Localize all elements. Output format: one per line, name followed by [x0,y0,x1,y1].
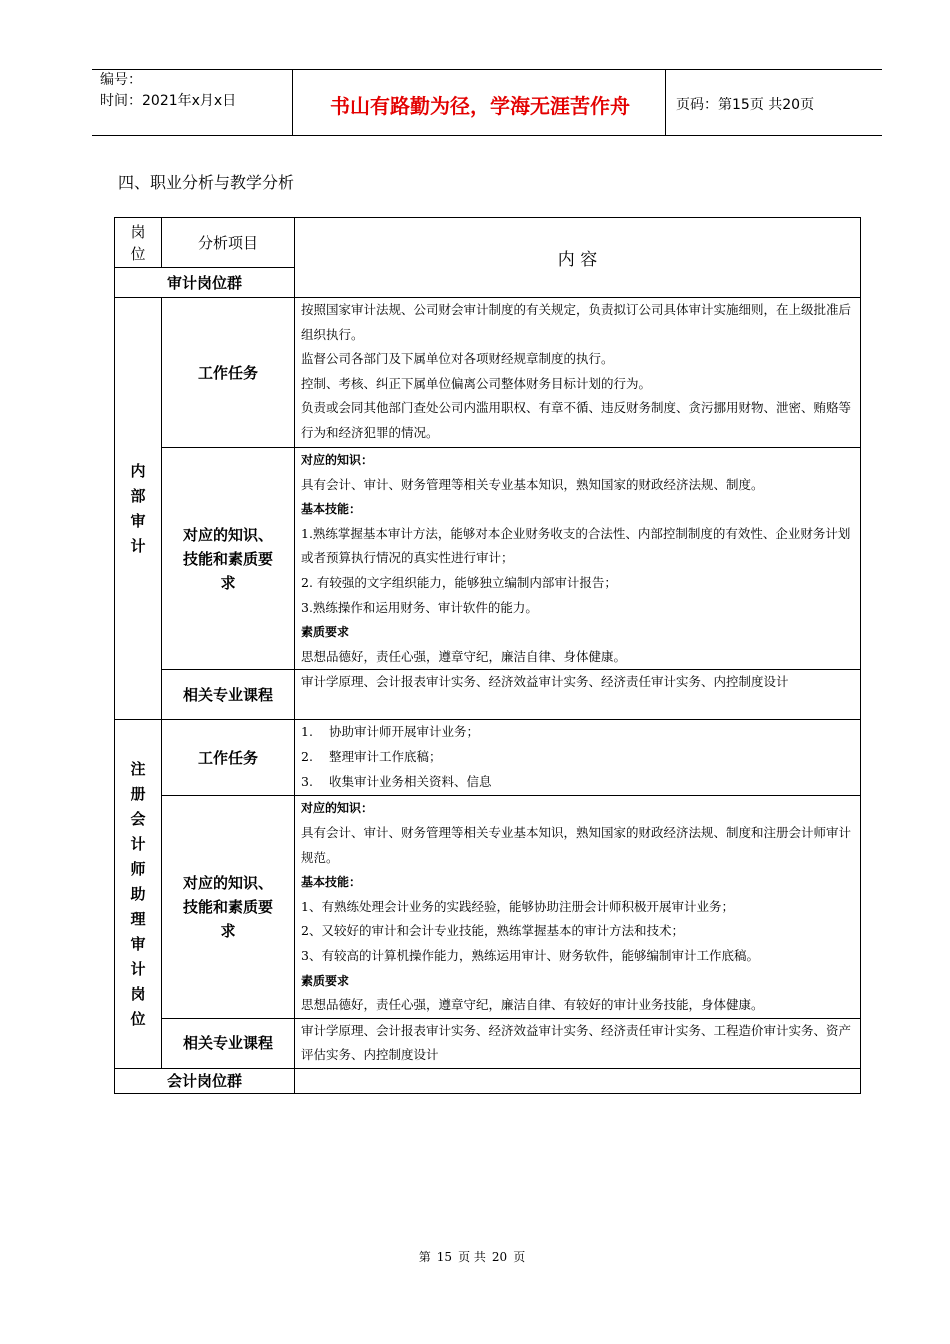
task-line: 按照国家审计法规、公司财会审计制度的有关规定，负责拟订公司具体审计实施细则，在上级批准后组织执行。 [301,302,852,342]
analysis-table [114,217,861,1094]
task-line: 2. 整理审计工作底稿； [301,748,442,764]
header-page-label: 页码：第15页 共20页 [676,97,815,113]
item-label: 相关专业课程 [162,1018,295,1068]
table-row [115,720,861,796]
knowledge-title: 对应的知识： [301,453,374,467]
table-row [115,298,861,448]
quality-text: 思想品德好，责任心强，遵章守纪，廉洁自律、身体健康。 [301,648,627,664]
time-label: 时间：2021年x月x日 [100,93,237,109]
content-cell [295,298,861,448]
group-audit-label: 审计岗位群 [115,268,295,298]
knowledge-text: 具有会计、审计、财务管理等相关专业基本知识，熟知国家的财政经济法规、制度。 [301,476,764,492]
content-cell [295,448,861,670]
table-row [115,796,861,1018]
col-content-header: 内 容 [295,218,861,298]
header-bottom-rule [92,135,882,136]
col-item-header: 分析项目 [162,218,295,268]
table-row [115,448,861,670]
table-header-row [115,218,861,268]
skills-title: 基本技能： [301,875,362,890]
skill-line: 3.熟练操作和运用财务、审计软件的能力。 [301,599,538,615]
empty-cell [295,1068,861,1093]
item-label: 工作任务 [162,720,295,796]
task-line: 1. 协助审计师开展审计业务； [301,724,480,740]
skill-line: 3、有较高的计算机操作能力，熟练运用审计、财务软件，能够编制审计工作底稿。 [301,947,759,963]
col-post-header: 岗位 [115,218,162,268]
page-total: 20 [491,1250,508,1264]
skill-line: 1.熟练掌握基本审计方法，能够对本企业财务收支的合法性、内部控制制度的有效性、企业财务计划或者预算执行情况的真实性进行审计； [301,525,851,566]
knowledge-title: 对应的知识： [301,801,374,816]
header-meta [100,70,236,112]
group-row [115,1068,861,1093]
knowledge-text: 具有会计、审计、财务管理等相关专业基本知识，熟知国家的财政经济法规、制度和注册会计师审计规范。 [301,824,852,865]
post-internal-audit: 内部审计 [115,298,162,720]
task-line: 负责或会同其他部门查处公司内滥用职权、有章不循、违反财务制度、贪污挪用财物、泄密、贿赂等行为和经济犯罪的情况。 [301,400,852,440]
courses-text: 审计学原理、会计报表审计实务、经济效益审计实务、经济责任审计实务、工程造价审计实务、资产评估实务、内控制度设计 [295,1018,861,1068]
header-divider [292,69,293,136]
item-label: 对应的知识、技能和素质要求 [162,796,295,1018]
skill-line: 1、有熟练处理会计业务的实践经验，能够协助注册会计师积极开展审计业务； [301,898,734,914]
table-row [115,670,861,720]
number-label: 编号： [100,72,142,88]
skills-title: 基本技能： [301,502,362,517]
page-footer: 第 15 页 共 20 页 [418,1250,526,1264]
item-label: 对应的知识、技能和素质要求 [162,448,295,670]
item-label: 工作任务 [162,298,295,448]
post-cpa-assistant: 注册会计师助理审计岗位 [115,720,162,1069]
table-row [115,1018,861,1068]
header-motto: 书山有路勤为径，学海无涯苦作舟 [330,94,630,118]
quality-text: 思想品德好，责任心强，遵章守纪，廉洁自律、有较好的审计业务技能，身体健康。 [301,997,764,1013]
content-cell [295,796,861,1018]
task-line: 控制、考核、纠正下属单位偏离公司整体财务目标计划的行为。 [301,375,652,391]
courses-text: 审计学原理、会计报表审计实务、经济效益审计实务、经济责任审计实务、内控制度设计 [295,670,861,720]
item-label: 相关专业课程 [162,670,295,720]
content-cell [295,720,861,796]
group-accounting-label: 会计岗位群 [115,1068,295,1093]
page-number: 15 [436,1250,453,1264]
quality-title: 素质要求 [301,973,350,988]
task-line: 监督公司各部门及下属单位对各项财经规章制度的执行。 [301,351,614,367]
skill-line: 2、又较好的审计和会计专业技能，熟练掌握基本的审计方法和技术； [301,923,684,939]
task-line: 3. 收集审计业务相关资料、信息 [301,773,492,789]
quality-title: 素质要求 [301,625,350,640]
section-title: 四、职业分析与教学分析 [118,173,295,192]
skill-line: 2. 有较强的文字组织能力，能够独立编制内部审计报告； [301,574,617,590]
